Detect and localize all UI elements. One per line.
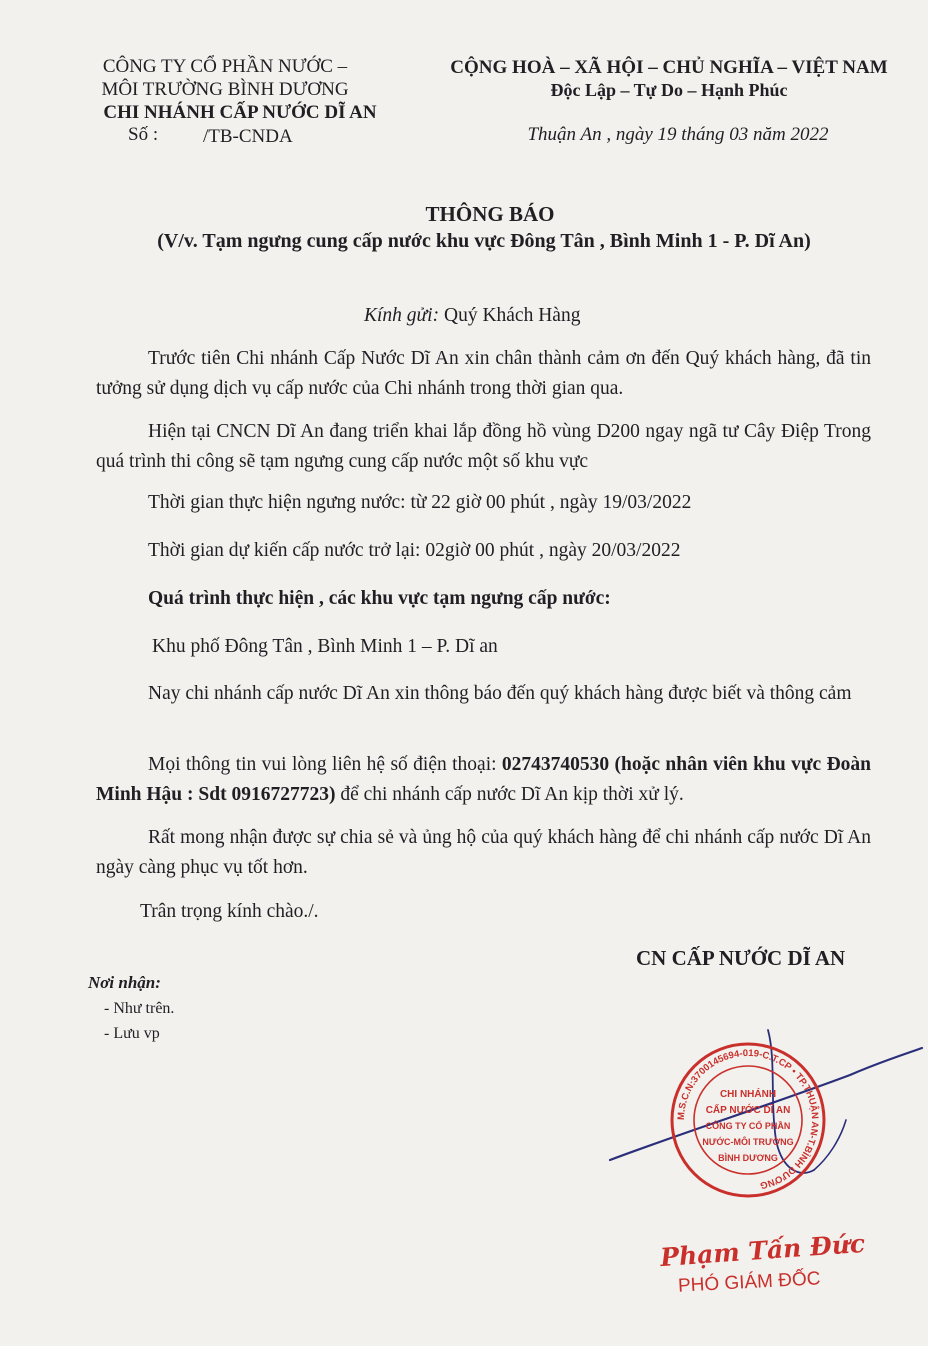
affected-area: Khu phố Đông Tân , Bình Minh 1 – P. Dĩ an — [152, 636, 498, 657]
signer-position: PHÓ GIÁM ĐỐC — [677, 1268, 821, 1297]
stamp-line: NƯỚC-MÔI TRƯỜNG — [702, 1137, 794, 1147]
org-line-2: MÔI TRƯỜNG BÌNH DƯƠNG — [101, 79, 349, 100]
paragraph-construction: Hiện tại CNCN Dĩ An đang triển khai lắp đồng hồ vùng D200 ngay ngã tư Cây Điệp Trong quá trình thi công sẽ tạm ngưng cung cấp nước một số khu vực — [96, 421, 871, 472]
restore-time: Thời gian dự kiến cấp nước trở lại: 02giờ 00 phút , ngày 20/03/2022 — [148, 540, 681, 561]
greeting-recipient: Quý Khách Hàng — [443, 305, 581, 326]
contact-phone: 02743740530 (hoặc nhân viên khu vực Đoàn Minh Hậu : Sdt 0916727723) — [96, 754, 872, 805]
stamp-line: CHI NHÁNH — [719, 1089, 777, 1100]
stamp-ring-text: M.S.C.N:3700145694-019-C.T.CP • TP.THUẬN AN-T.BÌNH DƯƠNG — [675, 1047, 821, 1191]
signature-org: CN CẤP NƯỚC DĨ AN — [636, 946, 846, 970]
notice-title: THÔNG BÁO — [425, 202, 555, 226]
svg-text:M.S.C.N:3700145694-019-C.T.CP — [676, 1048, 821, 1191]
motto: Độc Lập – Tự Do – Hạnh Phúc — [550, 80, 788, 100]
stamp-line: CẤP NƯỚC DĨ AN — [705, 1105, 791, 1116]
contact-prefix: Mọi thông tin vui lòng liên hệ số điện thoại: — [148, 754, 502, 775]
paragraph-thanks: Rất mong nhận được sự chia sẻ và ủng hộ của quý khách hàng để chi nhánh cấp nước Dĩ An ngày càng phục vụ tốt hơn. — [96, 827, 871, 878]
affected-areas-heading: Quá trình thực hiện , các khu vực tạm ngưng cấp nước: — [148, 588, 611, 609]
recipient-item-1: - Như trên. — [104, 1000, 175, 1017]
contact-suffix: để chi nhánh cấp nước Dĩ An kịp thời xử lý. — [335, 784, 684, 805]
paragraph-notice: Nay chi nhánh cấp nước Dĩ An xin thông báo đến quý khách hàng được biết và thông cảm — [148, 683, 852, 704]
org-line-3: CHI NHÁNH CẤP NƯỚC DĨ AN — [103, 102, 377, 123]
greeting — [364, 301, 580, 331]
closing-greeting: Trân trọng kính chào./. — [140, 901, 319, 922]
doc-number-code: /TB-CNDA — [203, 126, 293, 147]
doc-number-label: Số : — [128, 124, 159, 145]
company-stamp — [668, 1040, 828, 1200]
nation-title: CỘNG HOÀ – XÃ HỘI – CHỦ NGHĨA – VIỆT NAM — [450, 57, 888, 78]
paragraph-contact — [96, 750, 871, 810]
signer-name: Phạm Tấn Đức — [659, 1228, 867, 1273]
org-line-1: CÔNG TY CỔ PHẦN NƯỚC – — [102, 56, 348, 77]
paragraph-intro: Trước tiên Chi nhánh Cấp Nước Dĩ An xin chân thành cảm ơn đến Quý khách hàng, đã tin tưởng sử dụng dịch vụ cấp nước của Chi nhánh trong thời gian qua. — [96, 348, 871, 399]
greeting-label: Kính gửi: — [364, 305, 440, 326]
stamp-line: BÌNH DƯƠNG — [718, 1153, 778, 1163]
outage-start-time: Thời gian thực hiện ngưng nước: từ 22 giờ 00 phút , ngày 19/03/2022 — [148, 492, 692, 513]
notice-subject: (V/v. Tạm ngưng cung cấp nước khu vực Đông Tân , Bình Minh 1 - P. Dĩ An) — [157, 230, 811, 252]
recipients-label: Nơi nhận: — [88, 973, 161, 992]
recipient-item-2: - Lưu vp — [104, 1025, 160, 1042]
stamp-line: CÔNG TY CỔ PHẦN — [705, 1121, 791, 1131]
place-date: Thuận An , ngày 19 tháng 03 năm 2022 — [527, 124, 829, 145]
